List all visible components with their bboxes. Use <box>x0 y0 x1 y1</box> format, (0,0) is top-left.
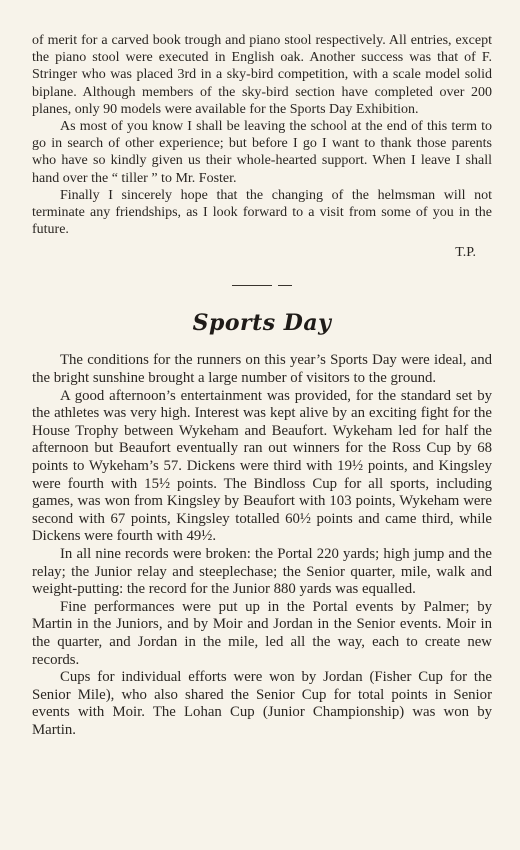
paragraph: In all nine records were broken: the Portal 220 yards; high jump and the relay; the Junior relay and steeplechase; the Senior quarter, mile, walk and weight-putting: the record for the Junior 880 yards was equalled. <box>32 545 492 598</box>
section-divider <box>32 285 492 286</box>
sports-day-section <box>32 310 492 739</box>
paragraph: As most of you know I shall be leaving the school at the end of this term to go in search of other experience; but before I go I want to thank those parents who have so kindly given us their whole-hearted support. When I leave I shall hand over the “ tiller ” to Mr. Foster. <box>32 119 492 186</box>
paragraph: The conditions for the runners on this year’s Sports Day were ideal, and the bright sunshine brought a large number of visitors to the ground. <box>32 352 492 387</box>
paragraph: A good afternoon’s entertainment was provided, for the standard set by the athletes was very high. Interest was kept alive by an exciting fight for the House Trophy between Wykeham and Beaufort. Wykeham led for half the afternoon but Beaufort eventually ran out winners for the Ross Cup by 68 points to Wykeham’s 57. Dickens were third with 19½ points, and Kingsley were fourth with 15½ points. The Bindloss Cup for all sports, including games, was won from Kingsley by Beaufort with 103 points, Wykeham were second with 67 points, Kingsley totalled 60½ points and came third, while Dickens were fourth with 49½. <box>32 387 492 545</box>
section-heading: Sports Day <box>192 310 332 337</box>
paragraph: Cups for individual efforts were won by Jordan (Fisher Cup for the Senior Mile), who also shared the Senior Cup for total points in Senior events with Moir. The Lohan Cup (Junior Championship) was won by Martin. <box>32 669 492 738</box>
author-signature: T.P. <box>455 245 476 261</box>
paragraph: Finally I sincerely hope that the changing of the helmsman will not terminate any friendships, as I look forward to a visit from some of you in the future. <box>32 187 492 238</box>
woodwork-report-section <box>32 32 492 261</box>
paragraph: of merit for a carved book trough and piano stool respectively. All entries, except the piano stool were executed in English oak. Another success was that of F. Stringer who was placed 3rd in a sky-bird competition, with a scale model solid biplane. Although members of the sky-bird section have completed over 200 planes, only 90 models were available for the Sports Day Exhibition. <box>32 33 492 117</box>
paragraph: Fine performances were put up in the Portal events by Palmer; by Martin in the Juniors, and by Moir and Jordan in the Senior events. Moir in the quarter, and Jordan in the mile, led all the way, each to create new records. <box>32 598 492 668</box>
divider-line <box>232 285 272 286</box>
divider-line <box>278 285 292 286</box>
